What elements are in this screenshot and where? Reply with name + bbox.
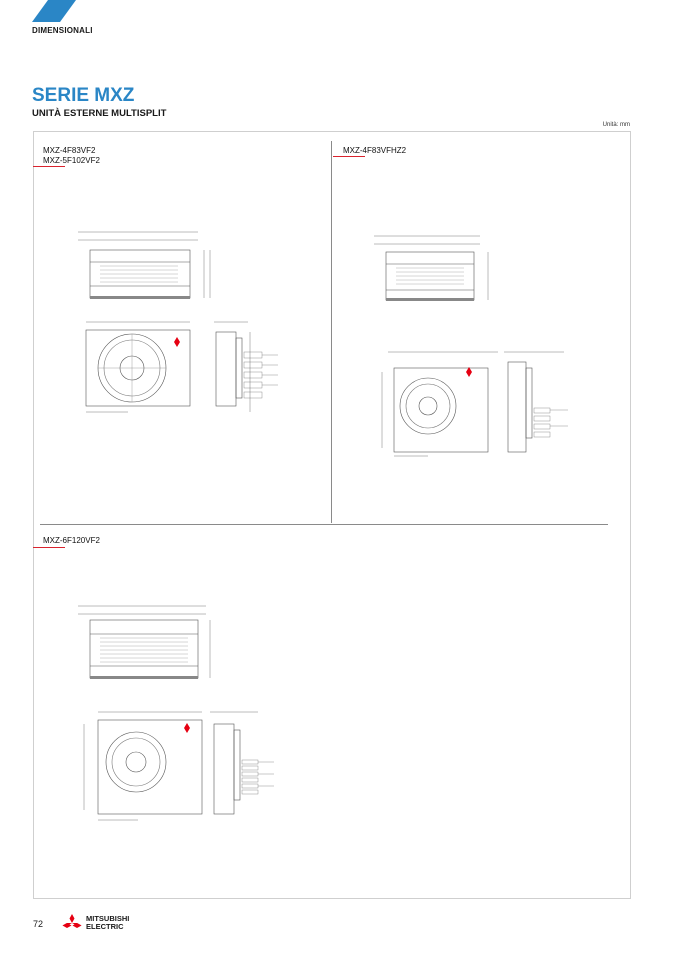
model-name: MXZ-4F83VF2 (43, 146, 96, 155)
model-name: MXZ-4F83VFHZ2 (343, 146, 407, 155)
page-number: 72 (33, 919, 44, 929)
section-label: DIMENSIONALI (32, 26, 93, 35)
dimension-drawing-1 (38, 222, 328, 422)
brand-line-1: MITSUBISHI (86, 914, 130, 923)
horizontal-divider (40, 524, 608, 525)
panel-2-model-label (343, 146, 406, 156)
panel-3-model-label (43, 536, 100, 546)
brand-line-2: ELECTRIC (86, 922, 124, 931)
brand-logo (62, 912, 142, 938)
header-stripe (32, 0, 76, 22)
panel-1-model-label (43, 146, 100, 166)
unit-note: Unità: mm (602, 122, 630, 128)
three-diamond-icon (62, 914, 82, 934)
page-title: SERIE MXZ (32, 85, 135, 106)
red-rule (33, 166, 65, 167)
red-rule (333, 156, 365, 157)
red-rule (33, 547, 65, 548)
model-name: MXZ-5F102VF2 (43, 156, 100, 165)
page-subtitle: UNITÀ ESTERNE MULTISPLIT (32, 108, 167, 119)
dimension-drawing-2 (338, 222, 628, 462)
model-name: MXZ-6F120VF2 (43, 536, 100, 545)
dimension-drawing-3 (38, 600, 328, 830)
vertical-divider (331, 141, 332, 523)
